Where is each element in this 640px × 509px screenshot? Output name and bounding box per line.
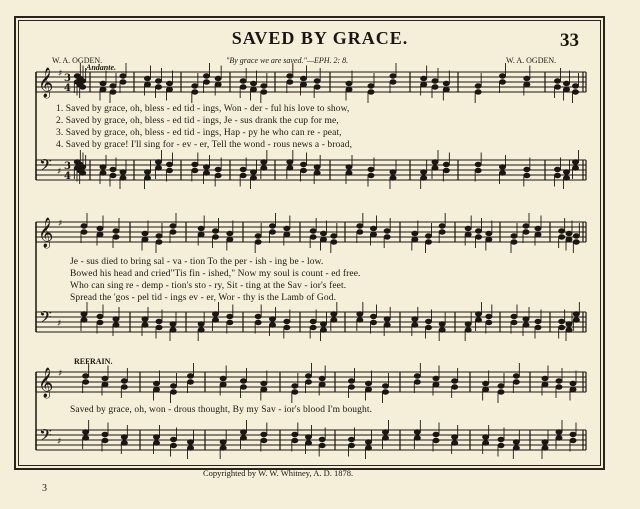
svg-text:♯: ♯ <box>57 319 62 329</box>
verse3-line2: Who can sing re - demp - tion's sto - ry, Sit - ting at the Sav - ior's feet. <box>70 281 347 291</box>
verse2-line1: 2. Saved by grace, oh, bless - ed tid - ings, Je - sus drank the cup for me, <box>56 116 339 126</box>
svg-text:♯: ♯ <box>57 167 62 177</box>
svg-text:♯: ♯ <box>58 69 63 79</box>
epigraph: "By grace we are saved."—EPH. 2: 8. <box>226 56 349 65</box>
verse1-line1: 1. Saved by grace, oh, bless - ed tid - ings, Won - der - ful his love to show, <box>56 104 350 114</box>
verse1-line2: Je - sus died to bring sal - va - tion To the per - ish - ing be - low. <box>70 257 324 267</box>
refrain-label: REFRAIN. <box>74 357 113 366</box>
verse3-line1: 3. Saved by grace, oh, bless - ed tid - ings, Hap - py he who can re - peat, <box>56 128 342 138</box>
svg-text:𝄢: 𝄢 <box>39 425 52 449</box>
svg-text:♯: ♯ <box>58 369 63 379</box>
svg-text:4: 4 <box>64 171 71 182</box>
svg-text:3: 3 <box>64 161 71 172</box>
svg-text:𝄞: 𝄞 <box>38 368 54 398</box>
svg-text:𝄢: 𝄢 <box>39 307 52 331</box>
composer-left: W. A. OGDEN. <box>52 56 103 65</box>
composer-right: W. A. OGDEN. <box>506 56 557 65</box>
svg-text:♯: ♯ <box>58 219 63 229</box>
page-number: 33 <box>560 30 579 51</box>
tempo-marking: Andante. <box>86 63 117 72</box>
verse4-line1: 4. Saved by grace! I'll sing for - ev - er, Tell the wond - rous news a - broad, <box>56 140 353 150</box>
refrain-lyric: Saved by grace, oh, won - drous thought, By my Sav - ior's blood I'm bought. <box>70 405 373 415</box>
svg-text:𝄢: 𝄢 <box>39 155 52 179</box>
verse4-line2: Spread the 'gos - pel tid - ings ev - er, Wor - thy is the Lamb of God. <box>70 293 337 303</box>
hymn-title: SAVED BY GRACE. <box>231 28 409 48</box>
svg-text:♯: ♯ <box>57 437 62 447</box>
verse2-line2: Bowed his head and cried"Tis fin - ished," Now my soul is count - ed free. <box>70 269 361 279</box>
copyright-notice: Copyrighted by W. W. Whitney, A. D. 1878. <box>203 468 354 478</box>
footer-page-number: 3 <box>42 483 47 494</box>
svg-text:𝄞: 𝄞 <box>38 68 54 98</box>
svg-text:3: 3 <box>64 73 71 84</box>
svg-text:4: 4 <box>64 83 71 94</box>
svg-text:𝄞: 𝄞 <box>38 218 54 248</box>
